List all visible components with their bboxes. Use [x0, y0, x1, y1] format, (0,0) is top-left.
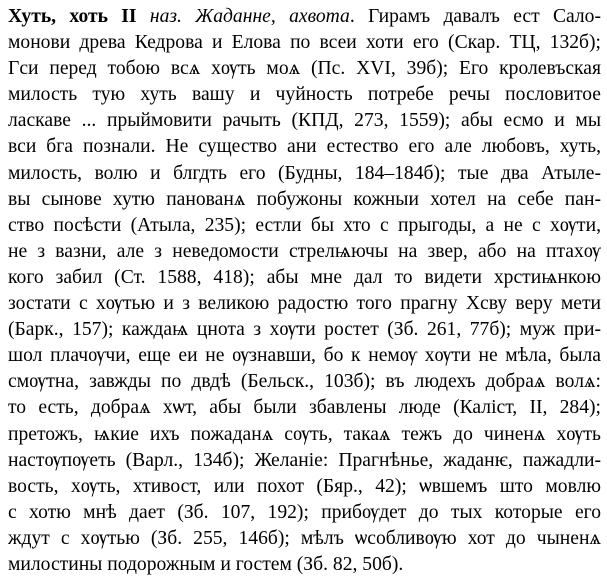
entry-line-11: кого забил (Ст. 1588, 418); абы мне дал то видети хрстиѩнкою	[8, 266, 601, 288]
entry-line-2: монови древа Кедрова и Елова по всеи хоти его (Скар. ТЦ, 132б);	[8, 32, 601, 54]
entry-line-21: ждут с хѹтью (Зб. 255, 146б); мѣлъ ѡсобливѹю хот до чыненѧ	[8, 527, 601, 549]
entry-line-22: милостины подорожным и гостем (Зб. 82, 50б).	[8, 553, 404, 575]
entry-line-20: с хотю мнѣ дает (Зб. 107, 192); прибѹдет до тых которые его	[8, 501, 601, 523]
entry-line-3: Гси перед тобою всѧ хѹть моѧ (Пс. XVI, 39б); Его кролевъская	[8, 58, 601, 80]
entry-line-10: не з вазни, але з неведомости стрелѩючы на звер, або на птахѹ	[8, 240, 601, 262]
entry-line-4: милость тую хуть вашу и чуйность потребе речы пословитое	[8, 84, 601, 106]
headword: Хуть, хоть II	[8, 6, 137, 27]
entry-line-12: зостати с хѹтью и з великою радостю того прагну Хсву веру мети	[8, 293, 601, 315]
entry-line-15: смѹтна, завжды по двдѣ (Бельск., 103б); въ людехъ добраѧ волѧ:	[8, 371, 601, 393]
entry-line-18: настѹпѹеть (Варл., 134б); Желанiе: Прагнѣнье, жаданѥ, пажадли-	[8, 449, 601, 471]
entry-line-19: вость, хѹть, хтивост, или похот (Бяр., 42); ѡвшемъ што мовлю	[8, 475, 601, 497]
entry-line-7: милость, волю и блгдть его (Будны, 184–184б); тые два Атыле-	[8, 162, 601, 184]
entry-line-14: шол плачѹчи, еще еи не ѹзнавши, бо к немѹ хѹти не мѣла, была	[8, 345, 601, 367]
entry-line-6: вси бга познали. Не существо ани естество его але любовъ, хуть,	[8, 136, 601, 158]
entry-line-13: (Барк., 157); каждаѩ цнота з хѹти ростет (Зб. 261, 77б); муж при-	[8, 319, 601, 341]
entry-line-16: то есть, добраѧ хѡт, абы были збавлены люде (Калiст, II, 284);	[8, 397, 601, 419]
entry-line-9: ство посѣсти (Атыла, 235); естли бы хто с прыгоды, а не с хѹти,	[8, 214, 601, 236]
grammar-note: наз. Жаданне, ахвота	[149, 6, 350, 27]
entry-line-8: вы сынове хутю панованѧ побужоны кожныи хотел на себе пан-	[8, 188, 601, 210]
entry-text: . Гирамъ давалъ ест Сало-	[349, 6, 601, 27]
entry-line-17: претожъ, ѩкие ихъ пожаданѧ сѹть, такаѧ тежъ до чиненѧ хѹть	[8, 423, 601, 445]
entry-line-1	[8, 4, 601, 30]
entry-line-5: ласкаве ... прыймовити рачыть (КПД, 273, 1559); абы есмо и мы	[8, 110, 601, 132]
